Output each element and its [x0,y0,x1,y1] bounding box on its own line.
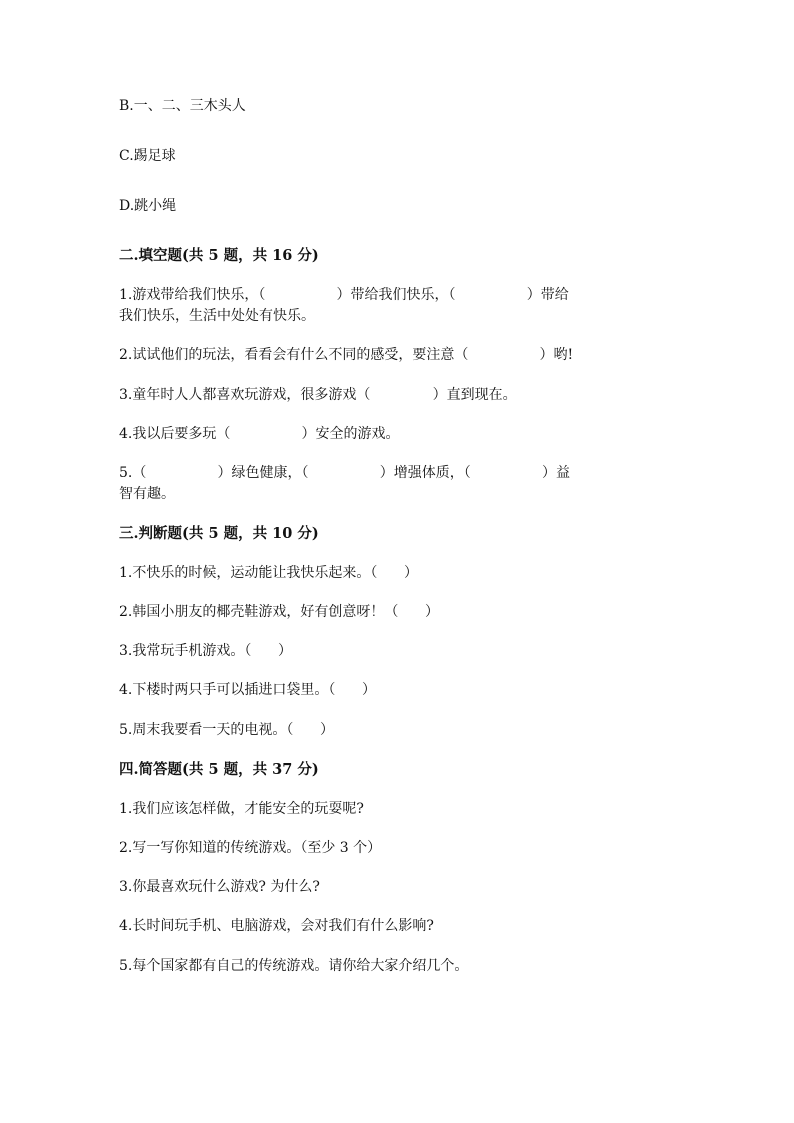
judge-question-3: 3.我常玩手机游戏。（ ） [119,643,293,659]
option-b: B.一、二、三木头人 [119,98,246,114]
short-question-2: 2.写一写你知道的传统游戏。（至少 3 个） [119,840,382,856]
section-heading-short-answer: 四.简答题(共 5 题，共 37 分) [119,761,319,778]
fill-question-1-line-2: 我们快乐，生活中处处有快乐。 [119,308,315,324]
section-heading-fill-in: 二.填空题(共 5 题，共 16 分) [119,247,319,264]
short-question-1: 1.我们应该怎样做，才能安全的玩耍呢? [119,801,364,817]
judge-question-4: 4.下楼时两只手可以插进口袋里。（ ） [119,682,377,698]
judge-question-1: 1.不快乐的时候，运动能让我快乐起来。（ ） [119,565,419,581]
option-d: D.跳小绳 [119,198,177,214]
fill-question-5-line-1: 5.（ ）绿色健康，（ ）增强体质，（ ）益 [119,465,570,481]
section-heading-true-false: 三.判断题(共 5 题，共 10 分) [119,525,319,542]
judge-question-5: 5.周末我要看一天的电视。（ ） [119,722,335,738]
short-question-5: 5.每个国家都有自己的传统游戏。请你给大家介绍几个。 [119,958,469,974]
short-question-3: 3.你最喜欢玩什么游戏? 为什么? [119,879,320,895]
fill-question-2: 2.试试他们的玩法，看看会有什么不同的感受，要注意（ ）哟! [119,347,574,363]
fill-question-5-line-2: 智有趣。 [119,486,175,502]
judge-question-2: 2.韩国小朋友的椰壳鞋游戏，好有创意呀！（ ） [119,604,440,620]
fill-question-1-line-1: 1.游戏带给我们快乐，（ ）带给我们快乐，（ ）带给 [119,287,569,303]
fill-question-4: 4.我以后要多玩（ ）安全的游戏。 [119,426,400,442]
short-question-4: 4.长时间玩手机、电脑游戏，会对我们有什么影响? [119,918,434,934]
fill-question-3: 3.童年时人人都喜欢玩游戏，很多游戏（ ）直到现在。 [119,387,517,403]
option-c: C.踢足球 [119,148,176,164]
